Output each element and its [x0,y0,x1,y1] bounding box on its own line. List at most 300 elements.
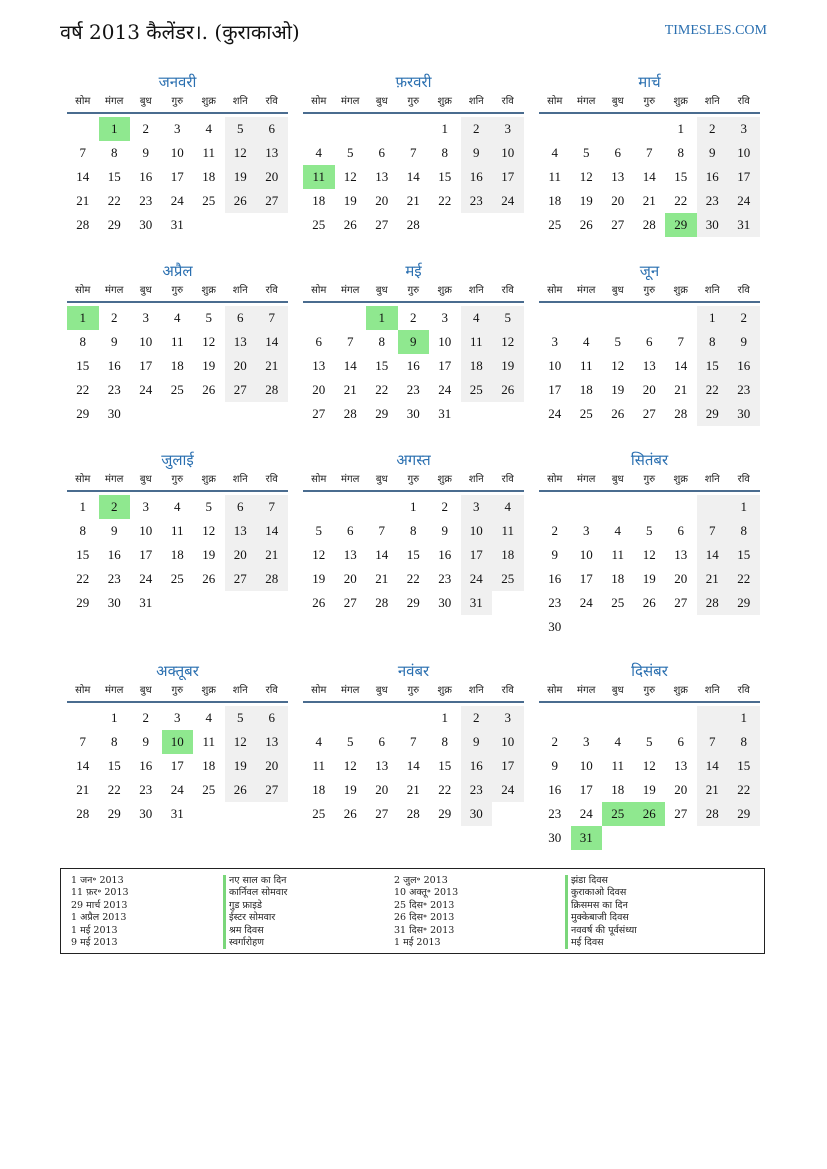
day-grid [539,117,760,237]
day-cell: 30 [697,213,729,237]
day-cell: 7 [378,523,385,538]
weekday-label: शनि [468,685,484,696]
empty-day-cell [303,117,335,141]
day-cell: 17 [461,543,493,567]
day-cell: 23 [139,782,153,797]
day-grid [67,706,288,826]
day-cell: 21 [76,193,90,208]
day-cell: 23 [461,189,493,213]
empty-day-cell [366,117,398,141]
day-cell: 10 [548,358,562,373]
day-cell: 18 [611,782,625,797]
day-cell: 7 [79,145,86,160]
day-cell: 29 [107,806,121,821]
weekday-label: मंगल [105,285,124,296]
weekday-label: शुक्र [437,96,452,107]
empty-day-cell [398,117,430,141]
day-cell: 12 [225,730,257,754]
weekday-label: शनि [232,685,248,696]
day-cell: 31 [170,806,184,821]
legend-date: 26 दिस॰ 2013 [394,912,455,924]
day-cell: 13 [375,169,389,184]
month-title: अगस्त [396,451,431,469]
legend-holiday-name: श्रम दिवस [223,925,287,937]
day-cell: 1 [441,710,448,725]
day-cell: 9 [142,145,149,160]
legend-date: 9 मई 2013 [71,936,118,948]
weekday-label: सोम [547,685,563,696]
day-cell: 4 [205,710,212,725]
legend-holiday-name: कार्निवल सोमवार [223,887,287,899]
day-cell: 17 [139,358,153,373]
day-cell: 20 [225,354,257,378]
day-cell: 15 [728,543,760,567]
weekday-label: गुरु [643,96,656,107]
day-cell: 5 [492,306,524,330]
day-cell: 2 [111,310,118,325]
day-cell: 25 [312,806,326,821]
empty-day-cell [634,117,666,141]
month-title: सितंबर [630,451,669,469]
weekday-label: गुरु [407,285,420,296]
day-cell: 17 [170,758,184,773]
day-cell: 3 [461,495,493,519]
weekday-label: सोम [547,96,563,107]
day-cell: 31 [728,213,760,237]
day-cell: 25 [170,571,184,586]
day-cell: 10 [139,334,153,349]
day-grid [303,495,524,615]
day-cell: 3 [583,523,590,538]
day-cell: 19 [312,571,326,586]
weekday-header [303,283,524,303]
day-cell: 15 [674,169,688,184]
day-cell: 12 [492,330,524,354]
empty-day-cell [303,306,335,330]
day-cell: 21 [697,778,729,802]
day-cell: 16 [406,358,420,373]
day-cell: 19 [343,193,357,208]
day-cell: 15 [76,547,90,562]
day-cell: 3 [583,734,590,749]
month-title: जुलाई [161,451,194,469]
day-cell: 27 [225,378,257,402]
day-cell: 6 [225,495,257,519]
day-cell: 27 [674,595,688,610]
day-cell: 20 [611,193,625,208]
empty-day-cell [398,706,430,730]
day-cell: 29 [728,591,760,615]
holiday-day-cell: 11 [303,165,335,189]
day-cell: 30 [461,802,493,826]
day-cell: 16 [107,358,121,373]
day-cell: 14 [406,169,420,184]
weekday-label: रवि [265,96,278,107]
day-cell: 30 [438,595,452,610]
day-cell: 20 [256,754,288,778]
day-cell: 2 [142,710,149,725]
day-grid [67,495,288,615]
day-cell: 1 [410,499,417,514]
weekday-header [303,683,524,703]
day-cell: 17 [548,382,562,397]
legend-date: 25 दिस॰ 2013 [394,899,455,911]
day-cell: 25 [312,217,326,232]
day-cell: 23 [107,571,121,586]
legend-holiday-name: मई दिवस [565,937,637,949]
day-cell: 29 [406,595,420,610]
day-cell: 10 [579,758,593,773]
day-cell: 25 [611,595,625,610]
weekday-label: गुरु [407,474,420,485]
day-cell: 6 [646,334,653,349]
empty-day-cell [67,706,99,730]
legend-date: 1 जन॰ 2013 [71,875,124,886]
holiday-day-cell: 10 [162,730,194,754]
day-cell: 17 [492,165,524,189]
day-cell: 18 [170,358,184,373]
empty-day-cell [602,495,634,519]
day-cell: 12 [225,141,257,165]
day-cell: 31 [461,591,493,615]
weekday-label: शुक्र [437,285,452,296]
month-block [539,72,760,237]
month-block [539,261,760,426]
day-cell: 7 [410,145,417,160]
day-cell: 30 [139,217,153,232]
empty-day-cell [571,495,603,519]
weekday-label: गुरु [643,474,656,485]
day-cell: 9 [551,547,558,562]
day-cell: 1 [79,499,86,514]
day-cell: 20 [343,571,357,586]
day-cell: 16 [139,758,153,773]
day-cell: 14 [76,758,90,773]
day-cell: 13 [256,141,288,165]
day-cell: 18 [170,547,184,562]
month-title: मई [405,262,422,280]
day-cell: 28 [76,806,90,821]
day-cell: 13 [256,730,288,754]
day-cell: 24 [579,595,593,610]
day-cell: 4 [461,306,493,330]
day-cell: 9 [142,734,149,749]
weekday-header [67,683,288,703]
day-cell: 3 [492,706,524,730]
day-cell: 10 [492,730,524,754]
day-cell: 28 [697,802,729,826]
weekday-label: गुरु [643,285,656,296]
weekday-label: शनि [468,474,484,485]
day-cell: 15 [438,758,452,773]
day-cell: 20 [312,382,326,397]
holiday-day-cell: 25 [602,802,634,826]
day-cell: 26 [225,189,257,213]
day-cell: 4 [551,145,558,160]
day-cell: 8 [111,145,118,160]
day-cell: 29 [438,806,452,821]
day-cell: 20 [256,165,288,189]
legend-holiday-name: क्रिसमस का दिन [565,900,637,912]
empty-day-cell [303,706,335,730]
day-cell: 6 [677,734,684,749]
day-cell: 13 [225,330,257,354]
day-cell: 14 [256,519,288,543]
day-cell: 25 [548,217,562,232]
day-cell: 20 [375,193,389,208]
day-cell: 30 [107,406,121,421]
day-cell: 14 [674,358,688,373]
day-cell: 22 [438,193,452,208]
day-cell: 16 [107,547,121,562]
day-cell: 12 [642,547,656,562]
day-cell: 20 [375,782,389,797]
legend-date: 1 मई 2013 [394,936,441,948]
day-cell: 24 [492,778,524,802]
weekday-label: रवि [265,474,278,485]
empty-day-cell [366,495,398,519]
weekday-label: सोम [75,685,91,696]
weekday-label: शुक्र [201,96,216,107]
day-cell: 12 [343,169,357,184]
day-cell: 22 [76,382,90,397]
day-cell: 23 [107,382,121,397]
legend-holiday-name: नववर्ष की पूर्वसंध्या [565,925,637,937]
day-cell: 21 [375,571,389,586]
day-cell: 30 [107,595,121,610]
day-cell: 8 [697,330,729,354]
day-cell: 28 [697,591,729,615]
weekday-header [67,94,288,114]
weekday-label: शनि [704,685,720,696]
day-cell: 21 [642,193,656,208]
day-cell: 27 [225,567,257,591]
day-cell: 2 [461,117,493,141]
holiday-day-cell: 26 [634,802,666,826]
day-cell: 31 [139,595,153,610]
day-cell: 8 [441,145,448,160]
weekday-label: बुध [611,474,624,485]
day-cell: 17 [170,169,184,184]
day-cell: 23 [548,806,562,821]
weekday-label: मंगल [341,474,360,485]
day-cell: 2 [461,706,493,730]
day-cell: 4 [614,523,621,538]
day-cell: 20 [674,571,688,586]
day-cell: 12 [202,523,216,538]
legend-holiday-name: स्वर्गारोहण [223,937,287,949]
day-cell: 15 [697,354,729,378]
day-cell: 8 [378,334,385,349]
weekday-label: रवि [501,285,514,296]
day-cell: 27 [375,217,389,232]
weekday-label: बुध [139,96,152,107]
day-cell: 4 [205,121,212,136]
day-cell: 28 [642,217,656,232]
weekday-label: शुक्र [673,96,688,107]
day-cell: 3 [728,117,760,141]
empty-day-cell [303,495,335,519]
day-cell: 18 [312,193,326,208]
day-cell: 24 [139,382,153,397]
day-cell: 6 [378,734,385,749]
day-cell: 9 [461,141,493,165]
empty-day-cell [335,306,367,330]
day-cell: 22 [697,378,729,402]
day-cell: 23 [461,778,493,802]
weekday-label: सोम [547,285,563,296]
day-cell: 14 [697,543,729,567]
weekday-label: शनि [232,96,248,107]
holiday-day-cell: 1 [99,117,131,141]
day-cell: 29 [76,595,90,610]
day-cell: 15 [107,758,121,773]
day-cell: 28 [375,595,389,610]
weekday-label: सोम [75,285,91,296]
day-cell: 7 [697,730,729,754]
day-cell: 5 [646,734,653,749]
empty-day-cell [539,306,571,330]
day-cell: 14 [642,169,656,184]
day-cell: 8 [441,734,448,749]
empty-day-cell [539,495,571,519]
weekday-label: बुध [139,474,152,485]
day-cell: 15 [406,547,420,562]
day-cell: 18 [202,758,216,773]
empty-day-cell [697,706,729,730]
day-cell: 17 [728,165,760,189]
day-cell: 30 [728,402,760,426]
day-cell: 13 [674,547,688,562]
day-cell: 6 [677,523,684,538]
weekday-label: सोम [547,474,563,485]
holiday-day-cell: 31 [571,826,603,850]
weekday-label: शुक्र [201,285,216,296]
day-cell: 9 [728,330,760,354]
empty-day-cell [335,117,367,141]
day-cell: 17 [438,358,452,373]
day-cell: 28 [256,567,288,591]
day-cell: 24 [548,406,562,421]
day-cell: 10 [170,145,184,160]
day-grid [303,117,524,237]
day-cell: 26 [343,806,357,821]
weekday-label: बुध [611,685,624,696]
weekday-header [539,683,760,703]
day-cell: 11 [202,145,216,160]
weekday-label: रवि [737,685,750,696]
day-cell: 29 [375,406,389,421]
day-cell: 26 [492,378,524,402]
weekday-label: शुक्र [201,685,216,696]
month-title: फ़रवरी [395,73,432,91]
legend-date: 2 जुल॰ 2013 [394,875,448,886]
day-cell: 21 [406,782,420,797]
weekday-label: सोम [311,685,327,696]
weekday-label: रवि [737,474,750,485]
holiday-day-cell: 2 [99,495,131,519]
month-title: अक्तूबर [156,662,199,680]
weekday-label: मंगल [341,685,360,696]
day-cell: 15 [438,169,452,184]
day-cell: 23 [548,595,562,610]
weekday-label: बुध [375,685,388,696]
day-cell: 18 [461,354,493,378]
day-cell: 9 [461,730,493,754]
day-cell: 5 [583,145,590,160]
day-cell: 8 [728,519,760,543]
weekday-label: मंगल [577,474,596,485]
day-cell: 5 [646,523,653,538]
day-cell: 11 [461,330,493,354]
weekday-label: मंगल [341,285,360,296]
day-cell: 13 [611,169,625,184]
day-cell: 15 [107,169,121,184]
day-cell: 7 [256,306,288,330]
day-cell: 14 [343,358,357,373]
empty-day-cell [602,306,634,330]
site-link[interactable]: TIMESLES.COM [664,23,767,38]
day-cell: 12 [579,169,593,184]
day-cell: 11 [170,334,184,349]
day-cell: 27 [611,217,625,232]
day-cell: 19 [225,754,257,778]
day-cell: 3 [441,310,448,325]
holiday-legend [60,868,765,954]
day-cell: 21 [406,193,420,208]
empty-day-cell [366,706,398,730]
day-cell: 27 [375,806,389,821]
day-grid [539,706,760,850]
day-cell: 9 [111,334,118,349]
day-cell: 21 [76,782,90,797]
day-cell: 8 [79,334,86,349]
day-cell: 17 [492,754,524,778]
day-cell: 11 [170,523,184,538]
day-cell: 26 [202,382,216,397]
day-cell: 2 [441,499,448,514]
day-cell: 19 [492,354,524,378]
holiday-day-cell: 29 [665,213,697,237]
empty-day-cell [634,306,666,330]
weekday-label: मंगल [577,285,596,296]
day-cell: 4 [315,145,322,160]
day-cell: 29 [107,217,121,232]
day-cell: 22 [76,571,90,586]
day-cell: 12 [202,334,216,349]
empty-day-cell [634,706,666,730]
legend-dates-left [71,875,129,949]
day-cell: 17 [579,782,593,797]
day-cell: 11 [611,758,625,773]
day-cell: 16 [697,165,729,189]
day-cell: 13 [375,758,389,773]
day-cell: 18 [202,169,216,184]
weekday-label: मंगल [105,685,124,696]
day-cell: 22 [406,571,420,586]
empty-day-cell [571,706,603,730]
day-cell: 5 [614,334,621,349]
day-cell: 13 [674,758,688,773]
day-cell: 28 [256,378,288,402]
day-cell: 31 [438,406,452,421]
day-cell: 1 [677,121,684,136]
day-cell: 10 [139,523,153,538]
day-cell: 30 [139,806,153,821]
day-grid [303,306,524,426]
weekday-header [303,472,524,492]
day-cell: 26 [611,406,625,421]
